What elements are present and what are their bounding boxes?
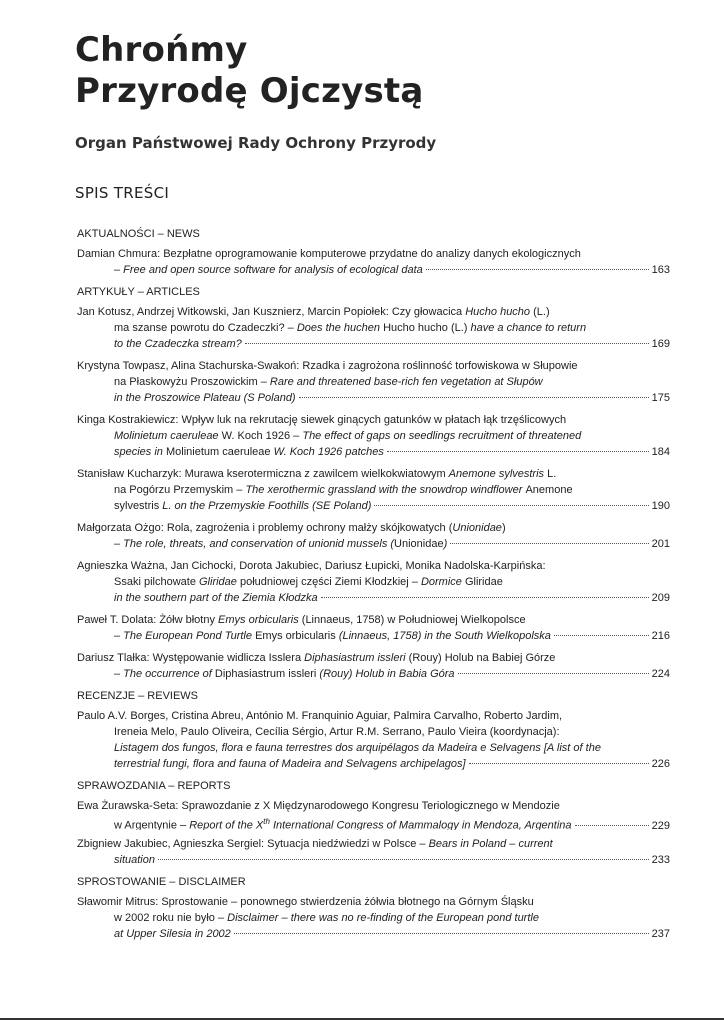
entry-line (77, 536, 670, 552)
text-run: Paulo A.V. Borges, Cristina Abreu, António M. Franquinio Aguiar, Palmira Carvalho, Roberto Jardim, (77, 710, 563, 722)
toc-section (77, 778, 670, 868)
text-run: Emys orbicularis (218, 614, 299, 626)
text-run: th (263, 817, 270, 826)
superscript (263, 817, 270, 826)
entry-line (77, 482, 670, 498)
text-run: Dariusz Tlałka: Występowanie widlicza Isslera (77, 652, 305, 664)
text-run: na Płaskowyżu Proszowickim (114, 376, 261, 388)
section-label: RECENZJE – REVIEWS (77, 690, 199, 702)
text-run: Jan Kotusz, Andrzej Witkowski, Jan Kusznierz, Marcin Popiołek: Czy głowacica (77, 306, 466, 318)
entry-line (77, 756, 670, 772)
entry-line (77, 558, 670, 574)
entry-line (77, 836, 670, 852)
text-run: Ssaki pilchowate (114, 576, 199, 588)
dot-leader (245, 343, 649, 344)
entry-line-text (114, 536, 447, 552)
toc-entry (77, 612, 670, 644)
text-run: (Rouy) Holub na Babiej Górze (405, 652, 556, 664)
dot-leader (374, 505, 648, 506)
text-run: International Congress of Mammalogy in Mendoza, Argentina (269, 819, 572, 830)
entry-line-text (114, 336, 242, 352)
text-run: species in (114, 446, 166, 458)
text-run: – Bears in Poland – current (419, 838, 553, 850)
text-run: Molinietum caeruleae (114, 430, 219, 442)
toc-entry (77, 836, 670, 868)
entry-line (77, 666, 670, 682)
entry-line (77, 320, 670, 336)
text-run: terrestrial fungi, flora and fauna of Madeira and Selvagens archipelagos] (114, 758, 466, 770)
entry-line (77, 910, 670, 926)
text-run: – The occurrence of (114, 668, 215, 680)
text-run: – The role, threats, and conservation of unionid mussels ( (114, 538, 395, 550)
page-number: 184 (651, 446, 670, 458)
text-run: ma szanse powrotu do Czadeczki? (114, 322, 288, 334)
text-run: Gliridae (464, 576, 503, 588)
bottom-rule (0, 1018, 724, 1020)
table-of-contents (77, 226, 670, 948)
page-number: 224 (651, 668, 670, 680)
text-run: Gliridae (199, 576, 237, 588)
text-run: – Rare and threatened base-rich fen vegetation at Słupów (260, 376, 543, 388)
page-number: 190 (651, 500, 670, 512)
dot-leader (321, 597, 649, 598)
entry-line (77, 358, 670, 374)
text-run: Listagem dos fungos, flora e fauna terrestres dos arquipélagos da Madeira e Selvagens [A list of the (114, 742, 601, 754)
text-run: ) (443, 538, 448, 550)
text-run: – The European Pond Turtle (114, 630, 256, 642)
entry-line (77, 412, 670, 428)
text-run: Molinietum caeruleae (165, 446, 274, 458)
text-run: – Free and open source software for analysis of ecological data (114, 264, 423, 276)
text-run: Diphasiastrum issleri (214, 668, 320, 680)
entry-line-text (114, 444, 384, 460)
toc-entry (77, 304, 670, 352)
entry-line-text (114, 628, 551, 644)
text-run: Paweł T. Dolata: Żółw błotny (77, 614, 219, 626)
text-run: L. (544, 468, 557, 480)
section-label: AKTUALNOŚCI – NEWS (77, 228, 200, 240)
text-run: – Disclaimer – there was no re-finding of the European pond turtle (217, 912, 539, 924)
page-number: 233 (651, 854, 670, 866)
entry-line (77, 390, 670, 406)
dot-leader (554, 635, 649, 636)
entry-line-text (114, 756, 466, 772)
page-number: 169 (651, 338, 670, 350)
journal-title (75, 30, 675, 112)
journal-title-line-2: Przyrodę Ojczystą (75, 71, 424, 111)
entry-line (77, 246, 670, 262)
text-run: W. Koch 1926 (218, 430, 294, 442)
text-run: (Rouy) Holub in Babia Góra (319, 668, 455, 680)
entry-line-text (114, 590, 318, 606)
entry-line (77, 926, 670, 942)
text-run: Damian Chmura: Bezpłatne oprogramowanie komputerowe przydatne do analizy danych ekologicznych (77, 248, 581, 260)
text-run: Unionidae (394, 538, 444, 550)
page-number: 237 (651, 928, 670, 940)
page-number: 229 (651, 819, 670, 830)
text-run: in the southern part of the Ziemia Kłodzka (114, 592, 318, 604)
entry-line-text (114, 390, 296, 406)
text-run: in the Proszowice Plateau (S Poland) (114, 392, 296, 404)
dot-leader (234, 933, 649, 934)
text-run: – The xerothermic grassland with the snowdrop windflower (236, 484, 526, 496)
text-run: Emys orbicularis (255, 630, 339, 642)
text-run: L. on the Przemyskie Foothills (SE Poland) (162, 500, 372, 512)
entry-line (77, 852, 670, 868)
journal-title-line-1: Chrońmy (75, 30, 248, 70)
text-run: – The effect of gaps on seedlings recruitment of threatened (293, 430, 582, 442)
toc-section (77, 284, 670, 682)
toc-section (77, 874, 670, 942)
toc-entry (77, 520, 670, 552)
entry-line (77, 590, 670, 606)
entry-line-text (114, 926, 231, 942)
entry-line (77, 466, 670, 482)
text-run: to the Czadeczka stream? (114, 338, 242, 350)
entry-line (77, 628, 670, 644)
text-run: – Report of the X (180, 819, 264, 830)
toc-entry (77, 798, 670, 830)
entry-line-text (114, 814, 572, 830)
toc-section (77, 226, 670, 278)
entry-line (77, 740, 670, 756)
text-run: Hucho hucho (L.) (383, 322, 471, 334)
text-run: sylvestris (114, 500, 163, 512)
entry-line (77, 814, 670, 830)
text-run: ) (501, 522, 506, 534)
toc-entry (77, 412, 670, 460)
text-run: Agnieszka Ważna, Jan Cichocki, Dorota Jakubiec, Dariusz Łupicki, Monika Nadolska-Karpińska: (77, 560, 546, 572)
text-run: Hucho hucho (465, 306, 531, 318)
text-run: w 2002 roku nie było (114, 912, 218, 924)
text-run: W. Koch 1926 patches (273, 446, 384, 458)
entry-line (77, 336, 670, 352)
entry-line (77, 498, 670, 514)
dot-leader (458, 673, 649, 674)
text-run: Anemone (525, 484, 573, 496)
entry-line-text (114, 666, 455, 682)
text-run: Stanisław Kucharzyk: Murawa kserotermiczna z zawilcem wielkokwiatowym (77, 468, 449, 480)
dot-leader (158, 859, 649, 860)
toc-entry (77, 708, 670, 772)
entry-line-text (114, 852, 155, 868)
text-run: situation (114, 854, 155, 866)
journal-subtitle: Organ Państwowej Rady Ochrony Przyrody (75, 134, 437, 152)
dot-leader (426, 269, 649, 270)
text-run: na Pogórzu Przemyskim (114, 484, 237, 496)
toc-heading: SPIS TREŚCI (75, 184, 170, 202)
page-number: 201 (651, 538, 670, 550)
toc-entry (77, 558, 670, 606)
dot-leader (575, 825, 649, 826)
page-number: 209 (651, 592, 670, 604)
text-run: – Dormice (411, 576, 465, 588)
dot-leader (450, 543, 648, 544)
entry-line (77, 724, 670, 740)
dot-leader (387, 451, 649, 452)
text-run: południowej części Ziemi Kłodzkiej (236, 576, 412, 588)
entry-line-text (114, 498, 371, 514)
dot-leader (469, 763, 649, 764)
section-label: SPRAWOZDANIA – REPORTS (77, 780, 231, 792)
page-number: 175 (651, 392, 670, 404)
section-label: SPROSTOWANIE – DISCLAIMER (77, 876, 246, 888)
text-run: w Argentynie (114, 819, 181, 830)
text-run: (Linnaeus, 1758) w Południowej Wielkopolsce (298, 614, 526, 626)
text-run: Diphasiastrum issleri (304, 652, 406, 664)
text-run: Sławomir Mitrus: Sprostowanie – ponownego stwierdzenia żółwia błotnego na Górnym Śląsku (77, 896, 534, 908)
text-run: (L.) (530, 306, 550, 318)
toc-entry (77, 358, 670, 406)
text-run: Ewa Żurawska-Seta: Sprawozdanie z X Międzynarodowego Kongresu Teriologicznego w Mendozie (77, 800, 560, 812)
dot-leader (299, 397, 649, 398)
text-run: (Linnaeus, 1758) in the South Wielkopolska (338, 630, 551, 642)
text-run: Unionidae (452, 522, 502, 534)
text-run: Ireneia Melo, Paulo Oliveira, Cecília Sérgio, Artur R.M. Serrano, Paulo Vieira (koordynacja): (114, 726, 560, 738)
text-run: have a chance to return (470, 322, 587, 334)
entry-line (77, 520, 670, 536)
text-run: Małgorzata Ożgo: Rola, zagrożenia i problemy ochrony małży skójkowatych ( (77, 522, 453, 534)
text-run: Anemone sylvestris (448, 468, 545, 480)
entry-line (77, 304, 670, 320)
toc-entry (77, 246, 670, 278)
entry-line (77, 428, 670, 444)
entry-line (77, 894, 670, 910)
toc-entry (77, 894, 670, 942)
page-number: 226 (651, 758, 670, 770)
entry-line (77, 708, 670, 724)
entry-line (77, 444, 670, 460)
entry-line (77, 612, 670, 628)
section-label: ARTYKUŁY – ARTICLES (77, 286, 200, 298)
entry-line (77, 798, 670, 814)
entry-line (77, 574, 670, 590)
toc-entry (77, 650, 670, 682)
entry-line-text (114, 262, 423, 278)
text-run: Zbigniew Jakubiec, Agnieszka Sergiel: Sytuacja niedźwiedzi w Polsce (77, 838, 420, 850)
text-run: – Does the huchen (287, 322, 384, 334)
text-run: Krystyna Towpasz, Alina Stachurska-Swakoń: Rzadka i zagrożona roślinność torfowiskowa w Słupowie (77, 360, 578, 372)
toc-section (77, 688, 670, 772)
text-run: Kinga Kostrakiewicz: Wpływ luk na rekrutację siewek ginących gatunków w płatach łąk trzęślicowych (77, 414, 567, 426)
page-number: 216 (651, 630, 670, 642)
text-run: at Upper Silesia in 2002 (114, 928, 231, 940)
entry-line (77, 650, 670, 666)
entry-line (77, 374, 670, 390)
page-number: 163 (651, 264, 670, 276)
toc-entry (77, 466, 670, 514)
entry-line (77, 262, 670, 278)
